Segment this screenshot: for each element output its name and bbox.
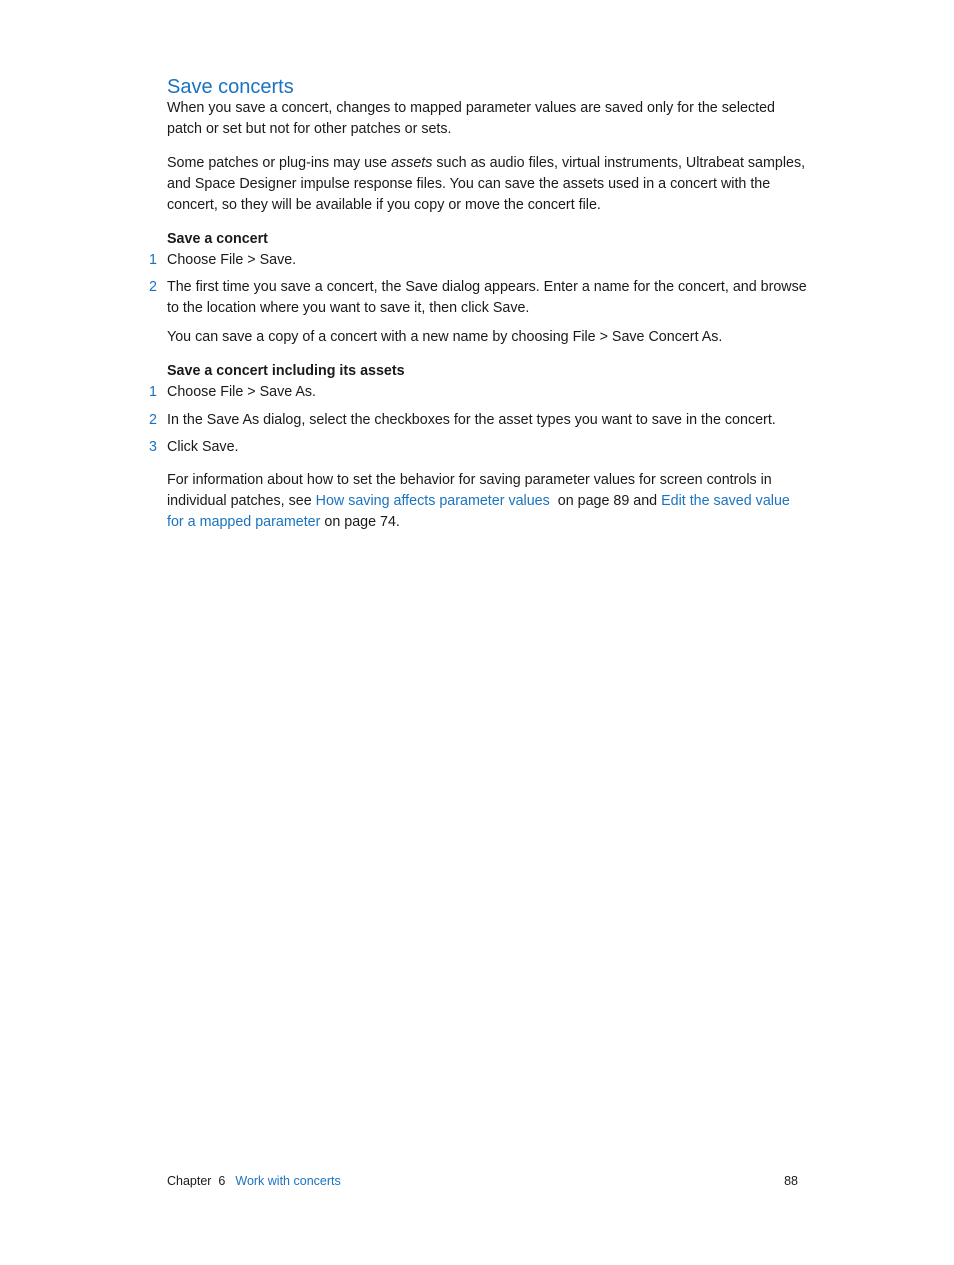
step-number: 1: [149, 384, 157, 400]
step-number: 1: [149, 252, 157, 268]
task-title-save-concert: Save a concert: [167, 231, 268, 247]
step-text: The first time you save a concert, the Save dialog appears. Enter a name for the concert, and browse to the location where you want to save it, then click Save.: [167, 279, 807, 316]
link-edit-saved-value[interactable]: Edit the saved value for a mapped parameter: [167, 492, 790, 530]
link-how-saving-affects-parameter-values[interactable]: How saving affects parameter values: [315, 492, 550, 509]
info-text: on page 89 and: [549, 492, 662, 509]
info-paragraph: [167, 470, 807, 532]
step-text: In the Save As dialog, select the checkboxes for the asset types you want to save in the concert.: [167, 412, 776, 428]
chapter-title-link[interactable]: Work with concerts: [235, 1174, 341, 1188]
step-text: Click Save.: [167, 439, 239, 455]
chapter-label: Chapter 6: [167, 1174, 226, 1188]
assets-paragraph: [167, 153, 807, 215]
step-text: Choose File > Save As.: [167, 384, 317, 400]
step-number: 2: [149, 279, 157, 295]
step-number: 2: [149, 412, 157, 428]
task-title-save-with-assets: Save a concert including its assets: [167, 363, 405, 379]
assets-text-before: Some patches or plug-ins may use: [167, 155, 392, 171]
footer-chapter: [167, 1173, 341, 1189]
section-title: Save concerts: [167, 76, 294, 98]
assets-term: assets: [391, 155, 433, 171]
intro-paragraph: When you save a concert, changes to mapped parameter values are saved only for the selected patch or set but not for other patches or sets.: [167, 100, 775, 137]
info-text: on page 74.: [320, 513, 400, 530]
info-text: For information about how to set the behavior for saving parameter values for screen controls in individual patches, see: [167, 472, 772, 509]
step-number: 3: [149, 439, 157, 455]
assets-text-after: such as audio files, virtual instruments, Ultrabeat samples, and Space Designer impulse response files. You can save the assets used in a concert with the concert, so they will be available if you copy or move the concert file.: [167, 155, 806, 213]
step-text: Choose File > Save.: [167, 252, 297, 268]
page-number: 88: [784, 1174, 798, 1188]
task1-note: You can save a copy of a concert with a new name by choosing File > Save Concert As.: [167, 329, 723, 345]
